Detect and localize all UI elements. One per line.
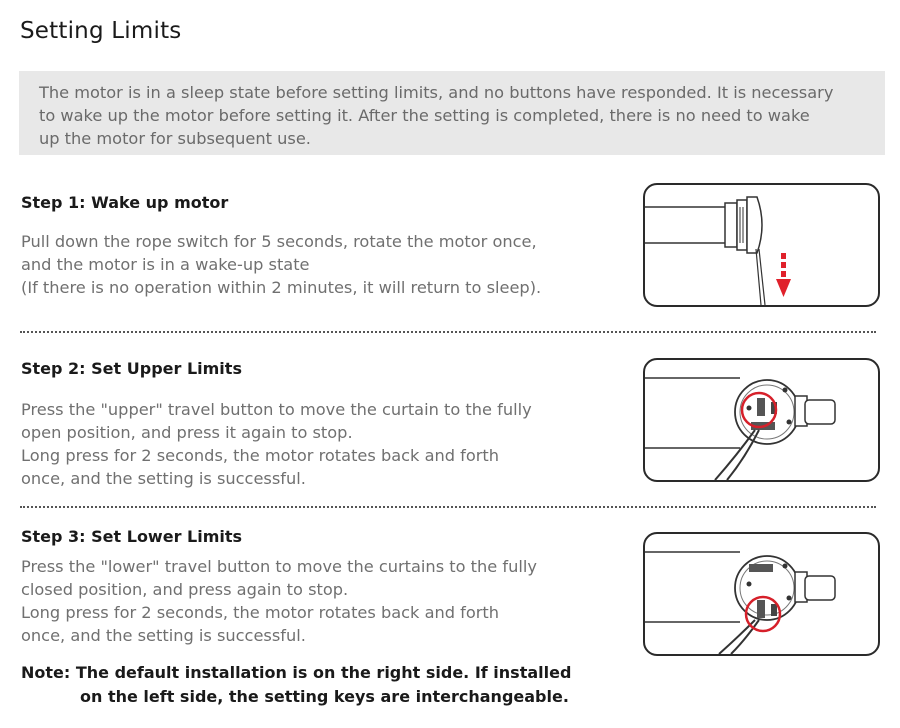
- step-2-line: open position, and press it again to stop.: [21, 423, 353, 442]
- divider: [20, 506, 876, 508]
- step-1-line: (If there is no operation within 2 minutes, it will return to sleep).: [21, 278, 542, 297]
- step-3-line: closed position, and press again to stop.: [21, 580, 349, 599]
- step-1-figure: [643, 183, 880, 307]
- intro-line: up the motor for subsequent use.: [39, 129, 311, 148]
- step-1-title: Step 1: Wake up motor: [21, 193, 229, 212]
- note-line-2: on the left side, the setting keys are interchangeable.: [80, 687, 569, 706]
- step-2-line: Press the "upper" travel button to move the curtain to the fully: [21, 400, 532, 419]
- intro-line: to wake up the motor before setting it. After the setting is completed, there is no need to wake: [39, 106, 810, 125]
- step-2-figure: [643, 358, 880, 482]
- upper-limit-illustration: [645, 360, 878, 480]
- step-2-body: [21, 398, 606, 490]
- divider: [20, 331, 876, 333]
- step-3-body: [21, 555, 606, 647]
- step-3-figure: [643, 532, 880, 656]
- intro-line: The motor is in a sleep state before setting limits, and no buttons have responded. It is necessary: [39, 83, 834, 102]
- step-3-line: Press the "lower" travel button to move the curtains to the fully: [21, 557, 537, 576]
- lower-limit-illustration: [645, 534, 878, 654]
- step-2-title: Step 2: Set Upper Limits: [21, 359, 242, 378]
- step-3-line: Long press for 2 seconds, the motor rotates back and forth: [21, 603, 500, 622]
- note: [21, 661, 571, 709]
- step-3-title: Step 3: Set Lower Limits: [21, 527, 243, 546]
- page-title: Setting Limits: [20, 18, 182, 44]
- step-1-body: [21, 230, 606, 299]
- step-2-line: once, and the setting is successful.: [21, 469, 306, 488]
- wake-motor-illustration: [645, 185, 878, 305]
- note-line-1: Note: The default installation is on the right side. If installed: [21, 663, 572, 682]
- step-3-line: once, and the setting is successful.: [21, 626, 306, 645]
- step-2-line: Long press for 2 seconds, the motor rotates back and forth: [21, 446, 500, 465]
- step-1-line: Pull down the rope switch for 5 seconds, rotate the motor once,: [21, 232, 537, 251]
- down-arrow-icon: [776, 279, 791, 297]
- intro-box: [19, 71, 885, 155]
- step-1-line: and the motor is in a wake-up state: [21, 255, 310, 274]
